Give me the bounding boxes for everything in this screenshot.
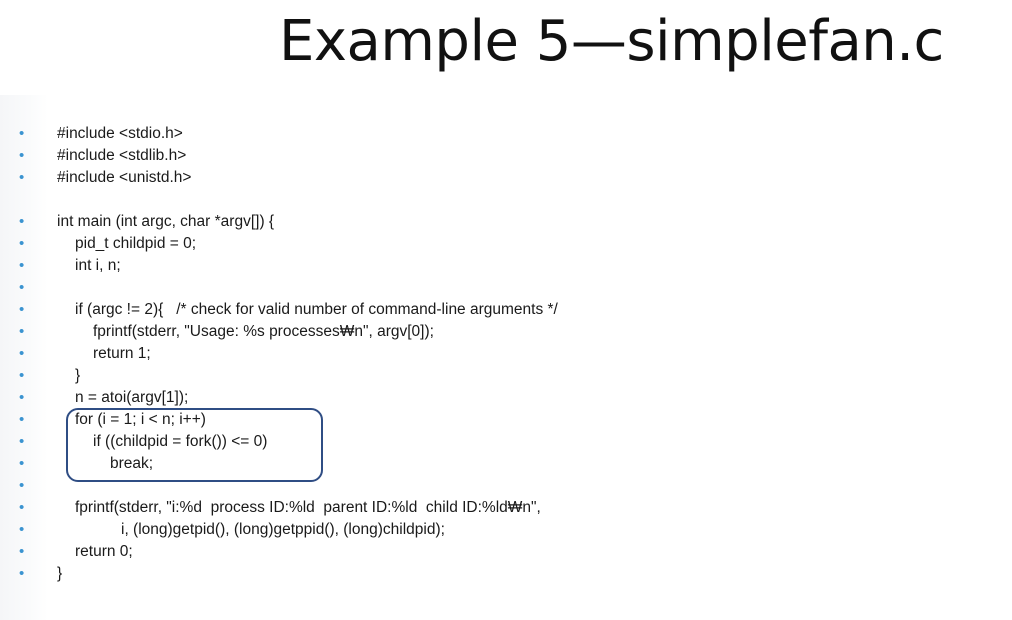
bullet-icon: •: [19, 367, 25, 384]
bullet-icon: •: [19, 477, 25, 494]
code-line-text: }: [75, 367, 81, 384]
code-line-text: for (i = 1; i < n; i++): [75, 411, 206, 428]
loop-highlight-box: [66, 408, 323, 482]
bullet-icon: •: [19, 455, 25, 472]
bullet-icon: •: [19, 323, 25, 340]
code-line: [0, 497, 1012, 519]
code-line-text: break;: [110, 455, 154, 472]
bullet-icon: •: [19, 411, 25, 428]
code-line-text: #include <unistd.h>: [57, 169, 192, 186]
code-line-text: #include <stdlib.h>: [57, 147, 187, 164]
code-line: [0, 365, 1012, 387]
code-line: [0, 343, 1012, 365]
code-line-text: if (argc != 2){ /* check for valid number of command-line arguments */: [75, 301, 558, 318]
code-line: [0, 211, 1012, 233]
code-line: [0, 123, 1012, 145]
code-line: [0, 145, 1012, 167]
bullet-icon: •: [19, 433, 25, 450]
code-line: [0, 321, 1012, 343]
code-line-text: int main (int argc, char *argv[]) {: [57, 213, 275, 230]
code-line-text: fprintf(stderr, "i:%d process ID:%ld parent ID:%ld child ID:%ld₩n",: [75, 499, 541, 516]
code-line-text: fprintf(stderr, "Usage: %s processes₩n", argv[0]);: [93, 323, 434, 340]
bullet-icon: •: [19, 279, 25, 296]
bullet-icon: •: [19, 301, 25, 318]
bullet-icon: •: [19, 213, 25, 230]
bullet-icon: •: [19, 345, 25, 362]
code-line: [0, 189, 1012, 211]
bullet-icon: •: [19, 147, 25, 164]
code-listing: [0, 123, 1012, 585]
code-line: [0, 519, 1012, 541]
bullet-icon: •: [19, 235, 25, 252]
code-line: [0, 299, 1012, 321]
bullet-icon: •: [19, 169, 25, 186]
code-line: [0, 387, 1012, 409]
code-line-text: return 1;: [93, 345, 151, 362]
code-line-text: }: [57, 565, 63, 582]
slide-title: Example 5—simplefan.c: [279, 9, 944, 74]
code-line: [0, 233, 1012, 255]
bullet-icon: •: [19, 499, 25, 516]
code-line: [0, 255, 1012, 277]
bullet-icon: •: [19, 389, 25, 406]
code-line: [0, 167, 1012, 189]
bullet-icon: •: [19, 257, 25, 274]
code-line-text: n = atoi(argv[1]);: [75, 389, 189, 406]
code-line-text: pid_t childpid = 0;: [75, 235, 197, 252]
code-line-text: if ((childpid = fork()) <= 0): [93, 433, 268, 450]
bullet-icon: •: [19, 521, 25, 538]
code-line: [0, 563, 1012, 585]
bullet-icon: •: [19, 565, 25, 582]
code-line-text: i, (long)getpid(), (long)getppid(), (long)childpid);: [121, 521, 445, 538]
code-line: [0, 277, 1012, 299]
code-line-text: return 0;: [75, 543, 133, 560]
bullet-icon: •: [19, 125, 25, 142]
code-line-text: #include <stdio.h>: [57, 125, 183, 142]
bullet-icon: •: [19, 543, 25, 560]
code-line: [0, 541, 1012, 563]
code-line-text: int i, n;: [75, 257, 121, 274]
